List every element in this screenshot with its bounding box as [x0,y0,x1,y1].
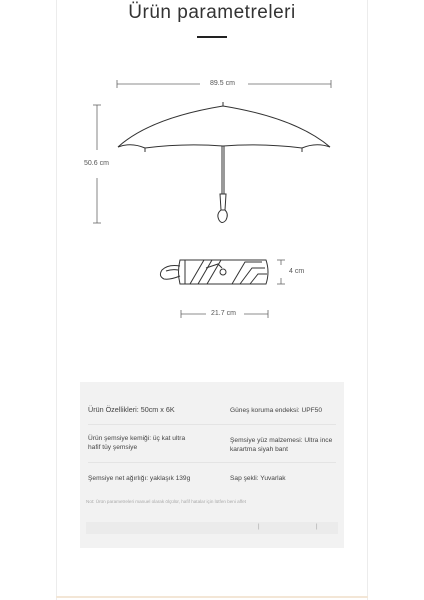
bottom-accent-line [56,596,368,598]
spec-weight: Şemsiye net ağırlığı: yaklaşık 139g [88,475,191,482]
folded-height-label: 4 cm [289,268,305,275]
spec-divider [88,462,336,463]
blurred-text-row [86,522,338,534]
separator-mark: | [258,524,260,530]
spec-handle: Sap şekli: Yuvarlak [230,475,286,482]
spec-surface: Şemsiye yüz malzemesi: Ultra ince karartma siyah bant [230,437,333,453]
open-umbrella [118,102,330,223]
spec-features: Ürün Özellikleri: 50cm x 6K [88,405,175,414]
spec-ribs: Ürün şemsiye kemiği: üç kat ultra hafif tüy şemsiye [88,435,186,451]
spec-uv: Güneş koruma endeksi: UPF50 [230,407,322,414]
separator-mark: | [316,524,318,530]
folded-length-label: 21.7 cm [211,310,236,317]
folded-umbrella [160,260,268,284]
page-title: Ürün parametreleri [128,2,296,23]
folded-height-dimension [277,260,285,284]
width-label: 89.5 cm [210,80,235,87]
height-label: 50.6 cm [84,160,109,167]
spec-divider [88,424,336,425]
measurement-note: Not: Ürün parametreleri manuel olarak ölçülür, hafif hatalar için lütfen beni affet [86,499,247,504]
